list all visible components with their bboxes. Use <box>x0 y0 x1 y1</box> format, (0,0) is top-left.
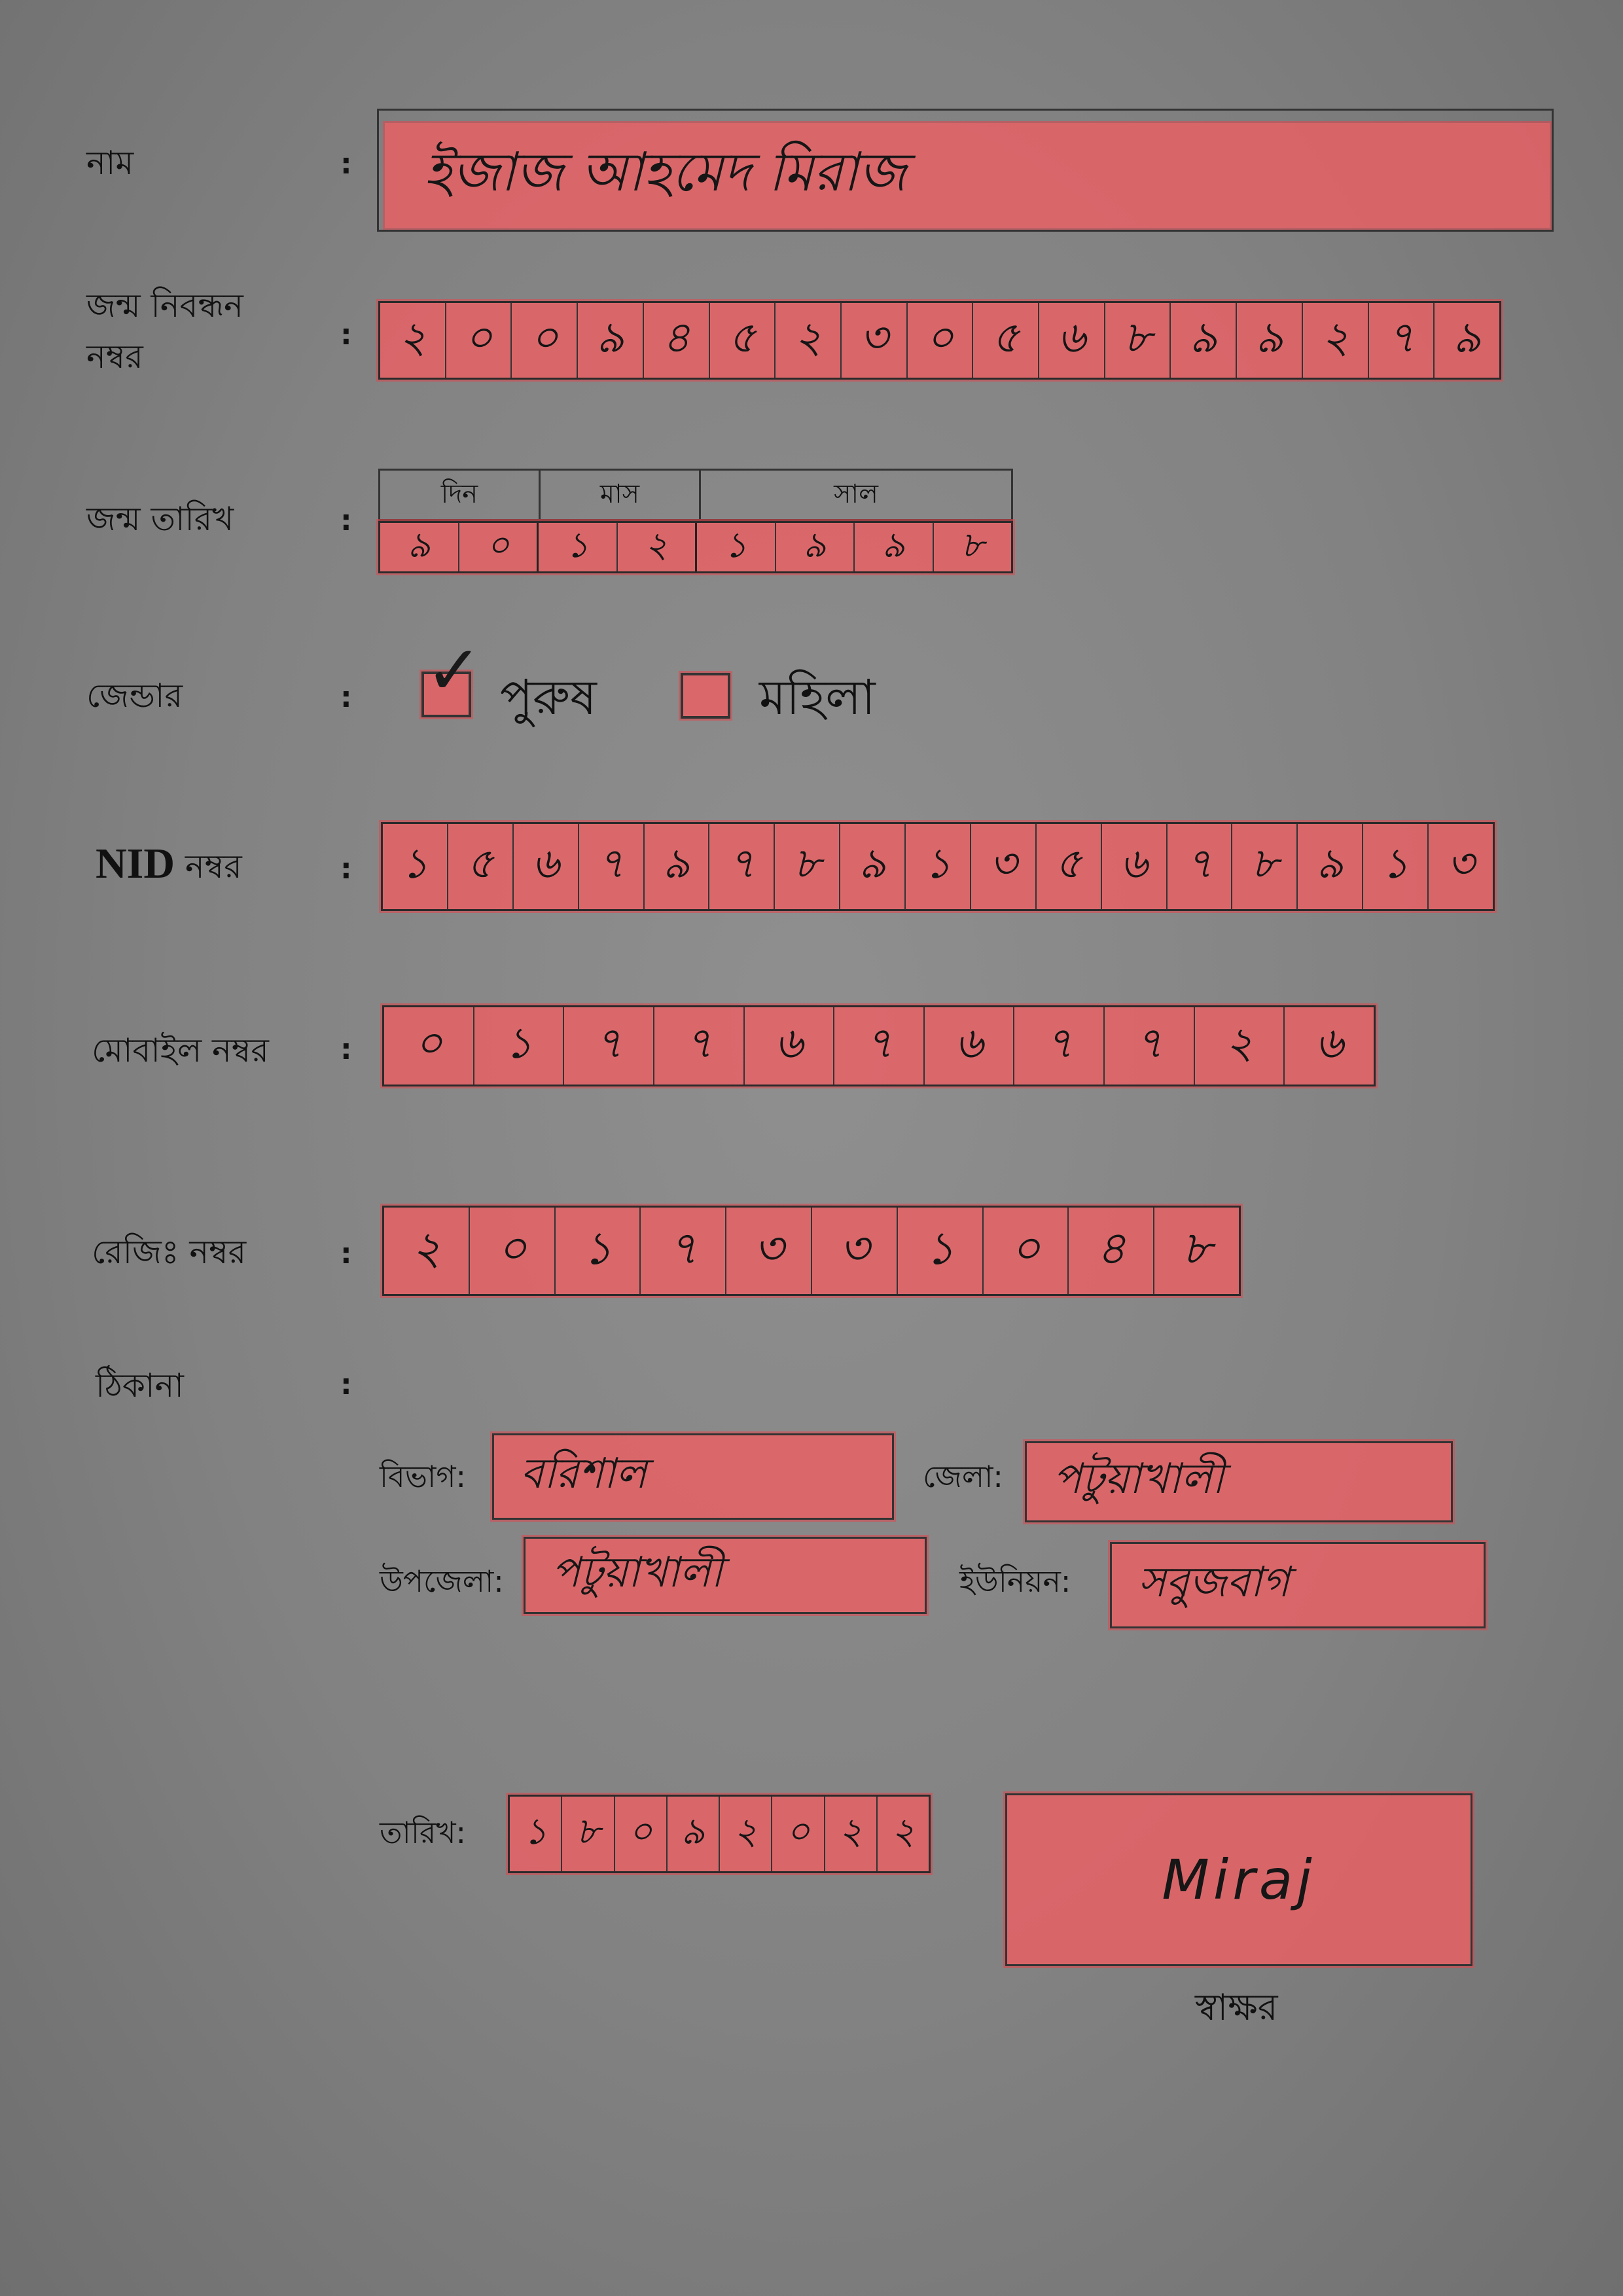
female-checkbox[interactable] <box>681 673 730 719</box>
reg-digit-box[interactable]: ১ <box>898 1208 984 1294</box>
date-label: তারিখ: <box>380 1815 467 1850</box>
reg-digit-box[interactable]: ২ <box>384 1208 470 1294</box>
union-label: ইউনিয়ন: <box>959 1564 1071 1599</box>
birth-reg-digit-box[interactable]: ৭ <box>1369 303 1435 378</box>
mobile-digit-box[interactable]: ০ <box>384 1007 474 1085</box>
upazila-label: উপজেলা: <box>380 1564 504 1599</box>
address-label: ঠিকানা <box>96 1367 184 1405</box>
birth-reg-digit-box[interactable]: ৯ <box>1171 303 1237 378</box>
nid-digit-box[interactable]: ৮ <box>775 824 840 909</box>
female-option-label: মহিলা <box>759 670 876 726</box>
nid-digit-box[interactable]: ৯ <box>645 824 710 909</box>
mobile-digit-box[interactable]: ৭ <box>564 1007 654 1085</box>
dob-label: জন্ম তারিখ <box>86 500 234 538</box>
nid-digit-box[interactable]: ১ <box>1363 824 1429 909</box>
colon: : <box>340 1033 352 1066</box>
mobile-boxes[interactable] <box>382 1005 1376 1086</box>
dob-digit-box[interactable]: ১ <box>697 523 776 571</box>
reg-digit-box[interactable]: ৮ <box>1181 1221 1212 1275</box>
date-digit-box[interactable]: ০ <box>772 1797 825 1871</box>
district-value: পটুয়াখালী <box>1053 1454 1224 1503</box>
nid-digit-box[interactable]: ৭ <box>579 824 645 909</box>
birth-reg-digit-box[interactable]: ৫ <box>710 303 776 378</box>
nid-boxes[interactable] <box>381 822 1495 911</box>
mobile-digit-box[interactable]: ৭ <box>1105 1007 1195 1085</box>
nid-digit-box[interactable]: ৫ <box>1037 824 1102 909</box>
dob-digit-box[interactable]: ২ <box>618 523 698 571</box>
dob-digit-box[interactable]: ৯ <box>776 523 855 571</box>
dob-year-header: সাল <box>834 478 878 509</box>
dob-month-header: মাস <box>541 471 701 519</box>
nid-digit-box[interactable]: ৩ <box>971 824 1037 909</box>
birth-reg-label-line2: নম্বর <box>86 338 143 376</box>
reg-digit-box[interactable]: ৪ <box>1069 1208 1154 1294</box>
birth-reg-digit-box[interactable]: ০ <box>446 303 512 378</box>
colon: : <box>340 1237 352 1270</box>
division-value: বরিশাল <box>520 1449 647 1498</box>
male-checkbox[interactable] <box>421 630 483 717</box>
colon: : <box>340 852 352 886</box>
dob-header <box>378 469 1013 521</box>
check-mark-icon: ✓ <box>425 630 483 710</box>
mobile-digit-box[interactable]: ৭ <box>654 1007 745 1085</box>
dob-digit-box[interactable]: ০ <box>459 523 539 571</box>
reg-digit-box[interactable]: ৩ <box>812 1208 898 1294</box>
dob-digit-box[interactable]: ১ <box>539 523 618 571</box>
signature-value: Miraj <box>1162 1848 1316 1912</box>
mobile-digit-box[interactable]: ৬ <box>1315 1018 1344 1068</box>
mobile-digit-box[interactable]: ৬ <box>925 1007 1015 1085</box>
mobile-digit-box[interactable]: ৭ <box>834 1007 925 1085</box>
birth-reg-digit-box[interactable]: ৯ <box>578 303 644 378</box>
reg-boxes[interactable] <box>382 1206 1241 1296</box>
name-value: ইজাজ আহমেদ মিরাজ <box>424 141 906 204</box>
division-label: বিভাগ: <box>380 1459 467 1494</box>
district-label: জেলা: <box>923 1459 1003 1494</box>
birth-reg-digit-box[interactable]: ৪ <box>644 303 710 378</box>
nid-digit-box[interactable]: ৯ <box>840 824 906 909</box>
nid-digit-box[interactable]: ৭ <box>709 824 775 909</box>
birth-reg-digit-box[interactable]: ৮ <box>1105 303 1171 378</box>
reg-label: রেজিঃ নম্বর <box>92 1233 247 1271</box>
nid-label <box>96 839 242 897</box>
name-label: নাম <box>86 144 134 182</box>
nid-digit-box[interactable]: ৮ <box>1232 824 1298 909</box>
name-field[interactable] <box>385 123 1550 228</box>
date-digit-box[interactable]: ২ <box>825 1797 878 1871</box>
upazila-field[interactable] <box>524 1537 927 1614</box>
reg-digit-box[interactable]: ৭ <box>641 1208 726 1294</box>
birth-reg-label <box>86 280 243 382</box>
birth-reg-digit-box[interactable]: ০ <box>512 303 578 378</box>
signature-label: স্বাক্ষর <box>1195 1986 1278 2029</box>
nid-digit-box[interactable]: ১ <box>906 824 971 909</box>
nid-digit-box[interactable]: ৬ <box>1102 824 1168 909</box>
birth-reg-digit-box[interactable]: ৯ <box>1453 312 1482 363</box>
mobile-label: মোবাইল নম্বর <box>92 1031 269 1069</box>
dob-digit-box[interactable]: ৮ <box>961 524 984 565</box>
birth-reg-digit-box[interactable]: ৩ <box>842 303 908 378</box>
colon: : <box>340 681 352 714</box>
nid-digit-box[interactable]: ৬ <box>514 824 579 909</box>
nid-digit-box[interactable]: ৯ <box>1298 824 1363 909</box>
mobile-digit-box[interactable]: ২ <box>1195 1007 1285 1085</box>
reg-digit-box[interactable]: ০ <box>470 1208 556 1294</box>
date-digit-box[interactable]: ০ <box>615 1797 668 1871</box>
birth-reg-digit-box[interactable]: ২ <box>1303 303 1369 378</box>
colon: : <box>340 147 352 181</box>
birth-reg-digit-box[interactable]: ০ <box>908 303 974 378</box>
mobile-digit-box[interactable]: ৬ <box>745 1007 835 1085</box>
gender-label: জেন্ডার <box>86 677 183 715</box>
union-value: সবুজবাগ <box>1138 1558 1290 1607</box>
reg-digit-box[interactable]: ০ <box>984 1208 1069 1294</box>
district-field[interactable] <box>1025 1441 1453 1522</box>
division-field[interactable] <box>492 1433 894 1520</box>
dob-boxes[interactable] <box>378 521 1013 573</box>
mobile-digit-box[interactable]: ৭ <box>1014 1007 1105 1085</box>
reg-digit-box[interactable]: ৩ <box>726 1208 812 1294</box>
date-digit-box[interactable]: ১ <box>510 1797 562 1871</box>
date-digit-box[interactable]: ৯ <box>668 1797 720 1871</box>
colon: : <box>340 318 352 351</box>
nid-digit-box[interactable]: ৩ <box>1447 839 1474 888</box>
colon: : <box>340 1368 352 1401</box>
signature-field[interactable] <box>1005 1793 1472 1966</box>
mobile-digit-box[interactable]: ১ <box>474 1007 565 1085</box>
dob-digit-box[interactable]: ৯ <box>855 523 934 571</box>
dob-day-header: দিন <box>380 471 541 519</box>
birth-reg-digit-box[interactable]: ২ <box>776 303 842 378</box>
male-option-label: পুরুষ <box>500 670 597 726</box>
date-digit-box[interactable]: ২ <box>891 1810 916 1853</box>
birth-reg-digit-box[interactable]: ২ <box>380 303 446 378</box>
nid-digit-box[interactable]: ৫ <box>448 824 514 909</box>
upazila-value: পটুয়াখালী <box>552 1548 723 1597</box>
birth-reg-label-line1: জন্ম নিবন্ধন <box>86 287 243 325</box>
date-digit-box[interactable]: ২ <box>720 1797 772 1871</box>
colon: : <box>340 504 352 537</box>
nid-digit-box[interactable]: ৭ <box>1168 824 1233 909</box>
nid-label-bn: নম্বর <box>185 848 242 886</box>
union-field[interactable] <box>1110 1542 1486 1628</box>
reg-digit-box[interactable]: ১ <box>556 1208 641 1294</box>
birth-reg-digit-box[interactable]: ৫ <box>973 303 1039 378</box>
birth-reg-digit-box[interactable]: ৯ <box>1237 303 1303 378</box>
nid-label-latin: NID <box>96 840 175 888</box>
birth-reg-digit-box[interactable]: ৬ <box>1039 303 1105 378</box>
birth-reg-boxes[interactable] <box>378 301 1501 380</box>
nid-digit-box[interactable]: ১ <box>383 824 448 909</box>
date-boxes[interactable] <box>508 1795 931 1873</box>
date-digit-box[interactable]: ৮ <box>562 1797 615 1871</box>
dob-digit-box[interactable]: ৯ <box>380 523 459 571</box>
